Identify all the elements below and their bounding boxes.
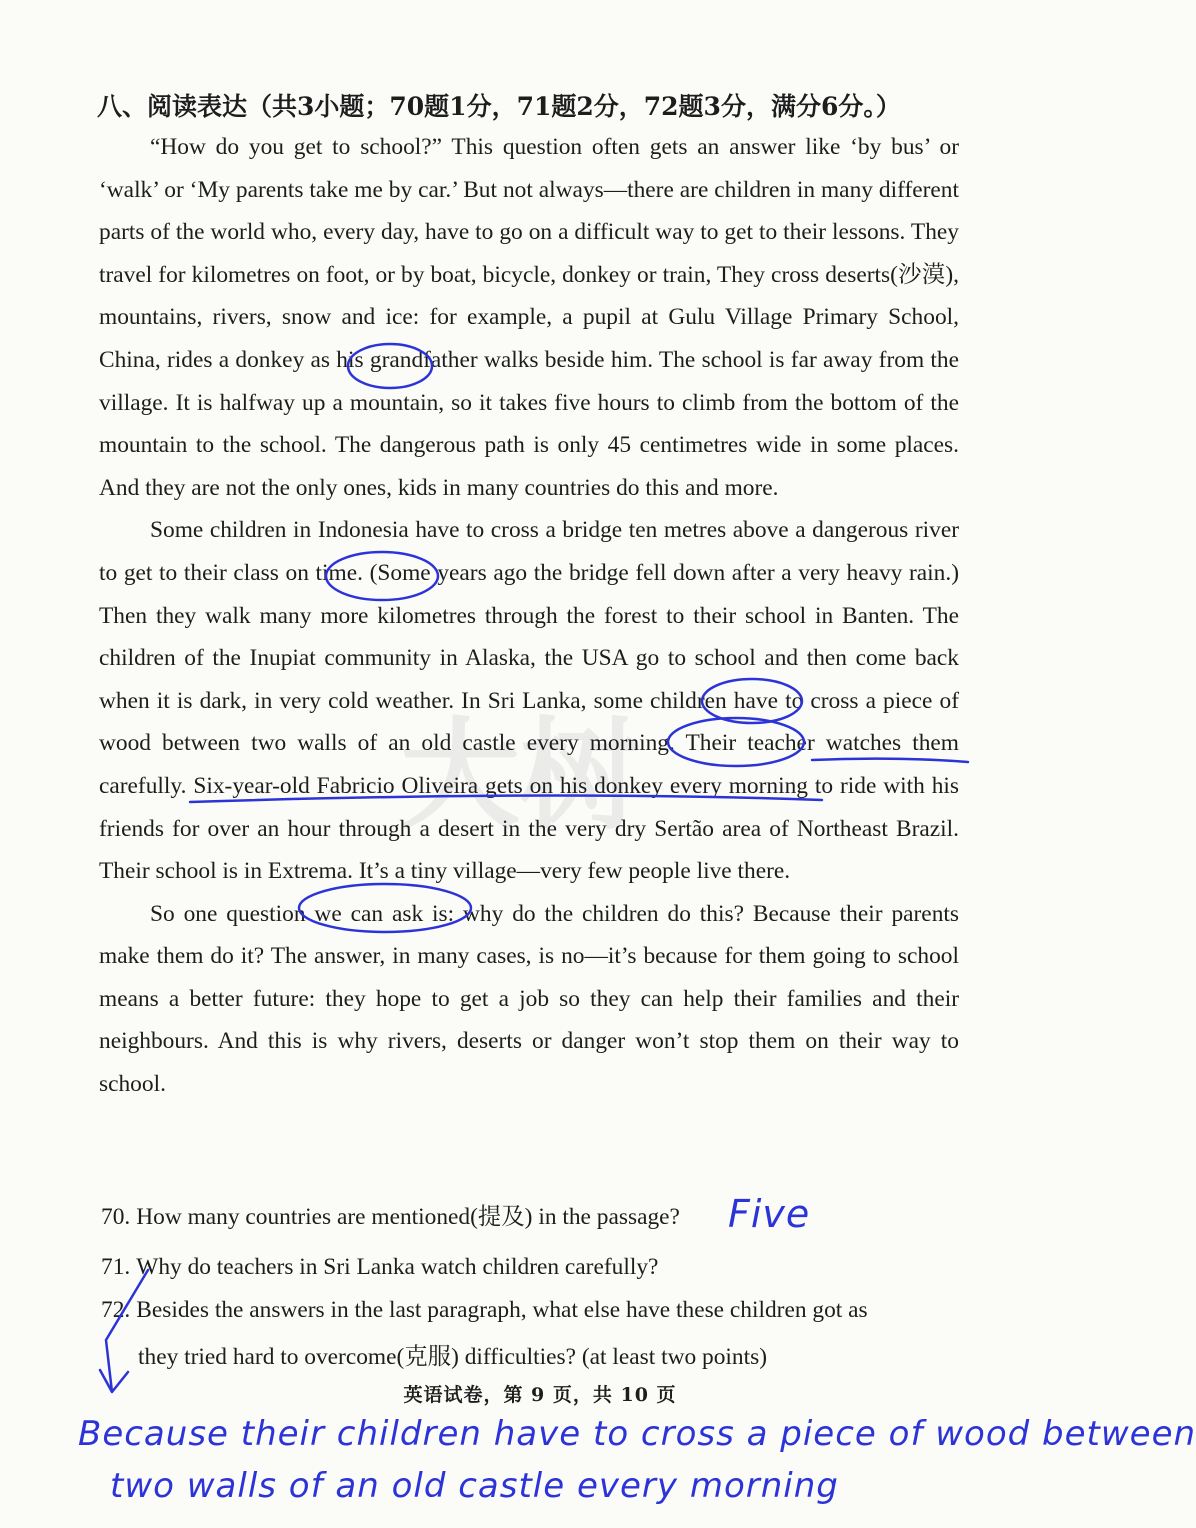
watermark: 大树 <box>400 707 640 846</box>
question-72-continued: they tried hard to overcome(克服) difficulties? (at least two points) <box>138 1344 767 1370</box>
circle-usa <box>702 679 802 723</box>
question-number: 72. <box>101 1297 131 1323</box>
handwritten-answer-70: Five <box>728 1192 811 1236</box>
section-title: 八、阅读表达（共3小题；70题1分，71题2分，72题3分，满分6分。） <box>97 92 901 121</box>
page-footer: 英语试卷，第 9 页，共 10 页 <box>403 1384 677 1406</box>
handwritten-answer-line-1: Because their children have to cross a piece of wood between <box>78 1414 1196 1454</box>
passage-paragraph-1: “How do you get to school?” This question often gets an answer like ‘by bus’ or ‘walk’ or ‘My parents take me by car.’ But not always—there are children in many different parts of the world who, every day, have to go on a difficult way to get to their lessons. They travel for kilometres on foot, or by boat, bicycle, donkey or train, They cross deserts(沙漠), mountains, rivers, snow and ice: for example, a pupil at Gulu Village Primary School, China, rides a donkey as his grandfather walks beside him. The school is far away from the village. It is halfway up a mountain, so it takes five hours to climb from the bottom of the mountain to the school. The dangerous path is only 45 centimetres wide in some places. And they are not the only ones, kids in many countries do this and more. <box>99 134 959 501</box>
question-number: 71. <box>101 1254 131 1280</box>
passage-paragraph-2: Some children in Indonesia have to cross a bridge ten metres above a dangerous river to get to their class on time. (Some years ago the bridge fell down after a very heavy rain.) Then they walk many more kilometres through the forest to their school in Banten. The children of the Inupiat community in Alaska, the USA go to school and then come back when it is dark, in very cold weather. In Sri Lanka, some children have to cross a piece of wood between two walls of an old castle every morning. Their teacher watches them carefully. Six-year-old Fabricio Oliveira gets on his donkey every morning to ride with his friends for over an hour through a desert in the very dry Sertão area of Northeast Brazil. Their school is in Extrema. It’s a tiny village—very few people live there. <box>99 517 959 885</box>
question-text: How many countries are mentioned(提及) in the passage? <box>136 1204 680 1230</box>
underline-wood-sentence <box>190 796 822 802</box>
question-text: Why do teachers in Sri Lanka watch children carefully? <box>136 1254 659 1280</box>
circle-china <box>348 344 432 388</box>
question-number: 70. <box>101 1204 131 1230</box>
question-text: Besides the answers in the last paragraph, what else have these children got as <box>136 1297 868 1323</box>
underline-sri-lanka-sentence <box>812 759 968 762</box>
circle-sri-lanka <box>668 718 804 766</box>
arrow-to-answer <box>100 1270 148 1392</box>
passage-paragraph-3: So one question we can ask is: why do the children do this? Because their parents make them do it? The answer, in many cases, is no—it’s because for them going to school means a better future: they hope to get a job so they can help their families and their neighbours. And this is why rivers, deserts or danger won’t stop them on their way to school. <box>99 900 959 1098</box>
circle-indonesia <box>326 552 438 600</box>
handwritten-answer-line-2: two walls of an old castle every morning <box>110 1466 839 1506</box>
circle-brazil <box>299 884 471 932</box>
